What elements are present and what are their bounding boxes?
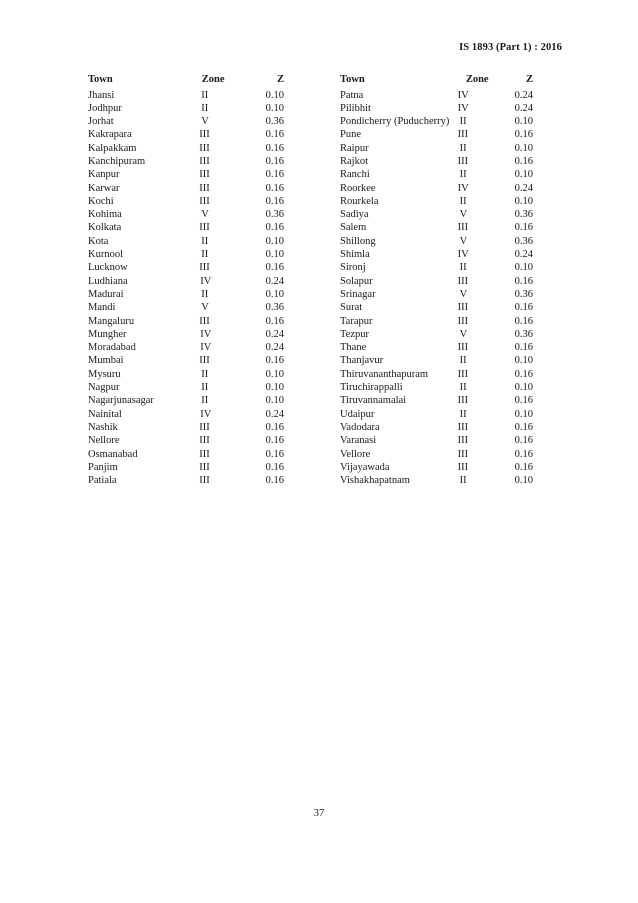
town-cell: Mungher [88, 328, 127, 340]
table-row [88, 461, 284, 474]
zone-cell: III [457, 421, 469, 433]
zone-cell: II [201, 249, 209, 261]
zone-cell: IV [457, 102, 469, 114]
table-row [88, 301, 284, 314]
z-value-cell: 0.36 [514, 235, 533, 247]
town-cell: Thanjavur [340, 355, 384, 367]
table-row [340, 474, 533, 487]
zone-cell: III [457, 129, 469, 141]
table-row [340, 115, 533, 128]
town-cell: Madurai [88, 288, 124, 300]
town-cell: Nagarjunasagar [88, 395, 154, 407]
zone-cell: III [457, 222, 469, 234]
zone-cell: IV [200, 342, 212, 354]
z-value-cell: 0.24 [265, 275, 284, 287]
z-value-cell: 0.16 [514, 155, 533, 167]
town-cell: Kurnool [88, 249, 123, 261]
town-cell: Sironj [340, 262, 366, 274]
town-cell: Nagpur [88, 382, 120, 394]
table-row [88, 235, 284, 248]
z-value-cell: 0.36 [514, 328, 533, 340]
town-cell: Jorhat [88, 116, 114, 128]
z-value-cell: 0.36 [265, 209, 284, 221]
table-row [340, 408, 533, 421]
table-row [340, 142, 533, 155]
town-cell: Lucknow [88, 262, 128, 274]
zone-cell: III [457, 448, 469, 460]
table-row [88, 208, 284, 221]
z-value-cell: 0.16 [265, 142, 284, 154]
zone-cell: V [459, 235, 468, 247]
town-cell: Srinagar [340, 288, 376, 300]
zone-cell: II [201, 368, 209, 380]
table-row [88, 168, 284, 181]
zone-cell: III [457, 315, 469, 327]
zone-cell: IV [200, 275, 212, 287]
zone-cell: II [201, 395, 209, 407]
table-row [88, 142, 284, 155]
zone-cell: II [459, 195, 467, 207]
z-value-cell: 0.10 [514, 116, 533, 128]
town-cell: Kakrapara [88, 129, 132, 141]
table-row [88, 102, 284, 115]
zone-table-left [88, 73, 284, 487]
table-row [88, 128, 284, 141]
z-value-cell: 0.10 [265, 89, 284, 101]
table-row [88, 354, 284, 367]
zone-cell: V [201, 302, 209, 314]
town-cell: Kalpakkam [88, 142, 137, 154]
table-row [88, 408, 284, 421]
z-value-cell: 0.16 [265, 315, 284, 327]
z-value-cell: 0.16 [514, 368, 533, 380]
town-cell: Vellore [340, 448, 371, 460]
zone-cell: III [457, 342, 469, 354]
z-value-cell: 0.10 [514, 262, 533, 274]
table-row [340, 221, 533, 234]
table-row [88, 115, 284, 128]
zone-cell: III [457, 302, 469, 314]
table-row [88, 381, 284, 394]
town-cell: Roorkee [340, 182, 376, 194]
town-cell: Vishakhapatnam [340, 475, 410, 487]
table-row [88, 182, 284, 195]
zone-cell: III [199, 129, 210, 141]
table-row [340, 89, 533, 102]
zone-cell: III [199, 142, 210, 154]
table-row [88, 261, 284, 274]
zone-cell: II [459, 142, 467, 154]
z-value-cell: 0.10 [514, 382, 533, 394]
z-value-cell: 0.16 [514, 222, 533, 234]
zone-cell: III [199, 355, 210, 367]
zone-cell: IV [457, 89, 469, 101]
town-cell: Kanchipuram [88, 155, 146, 167]
town-cell: Thane [340, 342, 367, 354]
town-cell: Nashik [88, 421, 118, 433]
town-cell: Ludhiana [88, 275, 128, 287]
z-value-cell: 0.16 [514, 129, 533, 141]
town-cell: Sadiya [340, 209, 369, 221]
zone-cell: III [457, 435, 469, 447]
zone-cell: III [457, 368, 469, 380]
z-value-cell: 0.16 [514, 342, 533, 354]
table-row [88, 434, 284, 447]
z-value-cell: 0.24 [514, 182, 533, 194]
z-value-cell: 0.10 [265, 395, 284, 407]
town-cell: Mandi [88, 302, 116, 314]
page-number: 37 [313, 808, 325, 819]
zone-cell: IV [457, 182, 469, 194]
table-row [340, 368, 533, 381]
zone-cell: III [199, 262, 210, 274]
table-row [340, 182, 533, 195]
town-cell: Udaipur [340, 408, 375, 420]
zone-cell: III [199, 169, 210, 181]
zone-cell: II [201, 382, 209, 394]
zone-cell: II [459, 355, 467, 367]
table-row [340, 288, 533, 301]
table-header-row [88, 73, 284, 89]
table-row [88, 195, 284, 208]
zone-cell: II [459, 475, 467, 487]
zone-cell: V [201, 116, 209, 128]
town-cell: Karwar [88, 182, 120, 194]
town-cell: Rajkot [340, 155, 368, 167]
town-cell: Tezpur [340, 328, 369, 340]
town-cell: Thiruvananthapuram [340, 368, 429, 380]
zone-cell: III [457, 155, 469, 167]
town-cell: Pilibhit [340, 102, 371, 114]
zone-cell: II [459, 169, 467, 181]
z-value-cell: 0.16 [265, 195, 284, 207]
z-value-cell: 0.16 [265, 155, 284, 167]
table-row [340, 261, 533, 274]
table-row [88, 394, 284, 407]
zone-cell: III [199, 435, 210, 447]
z-value-cell: 0.16 [265, 355, 284, 367]
town-cell: Mumbai [88, 355, 124, 367]
zone-cell: IV [200, 328, 212, 340]
column-header-zone: Zone [201, 74, 225, 85]
zone-cell: II [201, 288, 209, 300]
table-row [88, 275, 284, 288]
zone-cell: II [459, 262, 467, 274]
z-value-cell: 0.10 [514, 142, 533, 154]
z-value-cell: 0.16 [514, 461, 533, 473]
table-row [340, 275, 533, 288]
zone-cell: III [199, 195, 210, 207]
town-cell: Mysuru [88, 368, 121, 380]
zone-cell: III [199, 182, 210, 194]
town-cell: Tarapur [340, 315, 373, 327]
z-value-cell: 0.16 [265, 475, 284, 487]
z-value-cell: 0.10 [514, 169, 533, 181]
z-value-cell: 0.24 [514, 249, 533, 261]
zone-cell: IV [457, 249, 469, 261]
z-value-cell: 0.10 [265, 249, 284, 261]
table-row [340, 208, 533, 221]
z-value-cell: 0.16 [265, 262, 284, 274]
z-value-cell: 0.10 [265, 235, 284, 247]
table-row [340, 168, 533, 181]
z-value-cell: 0.10 [265, 368, 284, 380]
z-value-cell: 0.10 [265, 102, 284, 114]
town-cell: Kohima [88, 209, 122, 221]
table-row [340, 461, 533, 474]
zone-cell: V [459, 209, 468, 221]
table-row [88, 89, 284, 102]
z-value-cell: 0.16 [265, 169, 284, 181]
z-value-cell: 0.16 [265, 129, 284, 141]
table-row [340, 102, 533, 115]
column-header-z: Z [525, 74, 533, 85]
town-cell: Raipur [340, 142, 369, 154]
town-cell: Kota [88, 235, 109, 247]
zone-cell: II [201, 89, 209, 101]
z-value-cell: 0.10 [514, 195, 533, 207]
z-value-cell: 0.36 [514, 209, 533, 221]
town-cell: Vadodara [340, 421, 380, 433]
z-value-cell: 0.16 [265, 461, 284, 473]
town-cell: Solapur [340, 275, 373, 287]
table-row [340, 448, 533, 461]
town-cell: Jodhpur [88, 102, 122, 114]
zone-table-right [340, 73, 533, 487]
table-row [88, 315, 284, 328]
table-row [88, 341, 284, 354]
z-value-cell: 0.16 [265, 182, 284, 194]
z-value-cell: 0.24 [265, 408, 284, 420]
zone-cell: III [199, 315, 210, 327]
standard-header: IS 1893 (Part 1) : 2016 [459, 42, 562, 53]
zone-cell: IV [200, 408, 212, 420]
z-value-cell: 0.24 [514, 89, 533, 101]
town-cell: Varanasi [340, 435, 377, 447]
z-value-cell: 0.36 [265, 302, 284, 314]
table-row [340, 315, 533, 328]
zone-cell: III [199, 421, 210, 433]
column-header-town: Town [88, 74, 113, 85]
town-cell: Patiala [88, 475, 117, 487]
town-cell: Kanpur [88, 169, 120, 181]
column-header-zone: Zone [465, 74, 489, 85]
town-cell: Kolkata [88, 222, 122, 234]
table-row [88, 474, 284, 487]
table-row [340, 195, 533, 208]
table-row [340, 128, 533, 141]
table-body-right [340, 89, 533, 488]
town-cell: Shimla [340, 249, 370, 261]
table-row [88, 248, 284, 261]
zone-cell: II [201, 235, 209, 247]
column-header-town: Town [340, 74, 365, 85]
z-value-cell: 0.10 [265, 288, 284, 300]
zone-cell: III [199, 461, 210, 473]
z-value-cell: 0.16 [514, 421, 533, 433]
town-cell: Osmanabad [88, 448, 138, 460]
town-cell: Moradabad [88, 342, 136, 354]
z-value-cell: 0.16 [265, 222, 284, 234]
table-row [88, 288, 284, 301]
zone-cell: III [199, 222, 210, 234]
town-cell: Surat [340, 302, 363, 314]
z-value-cell: 0.16 [265, 448, 284, 460]
column-header-z: Z [276, 74, 284, 85]
table-row [340, 328, 533, 341]
table-row [340, 354, 533, 367]
zone-cell: III [199, 475, 210, 487]
zone-cell: V [201, 209, 209, 221]
table-row [88, 221, 284, 234]
z-value-cell: 0.10 [514, 408, 533, 420]
town-cell: Panjim [88, 461, 118, 473]
z-value-cell: 0.10 [514, 355, 533, 367]
town-cell: Jhansi [88, 89, 115, 101]
town-cell: Nellore [88, 435, 120, 447]
town-cell: Salem [340, 222, 367, 234]
z-value-cell: 0.10 [265, 382, 284, 394]
zone-cell: II [459, 408, 467, 420]
town-cell: Pondicherry (Puducherry) [340, 116, 450, 128]
table-row [340, 381, 533, 394]
zone-cell: II [201, 102, 209, 114]
table-row [340, 301, 533, 314]
table-row [340, 341, 533, 354]
table-row [88, 328, 284, 341]
z-value-cell: 0.36 [514, 288, 533, 300]
z-value-cell: 0.16 [514, 275, 533, 287]
z-value-cell: 0.24 [265, 328, 284, 340]
zone-cell: V [459, 288, 468, 300]
z-value-cell: 0.16 [265, 435, 284, 447]
table-row [340, 248, 533, 261]
town-cell: Ranchi [340, 169, 370, 181]
zone-cell: III [199, 448, 210, 460]
zone-cell: III [457, 461, 469, 473]
town-cell: Rourkela [340, 195, 379, 207]
z-value-cell: 0.16 [514, 435, 533, 447]
table-row [88, 368, 284, 381]
zone-cell: II [459, 116, 467, 128]
town-cell: Shillong [340, 235, 376, 247]
zone-cell: III [457, 275, 469, 287]
table-row [340, 394, 533, 407]
town-cell: Kochi [88, 195, 114, 207]
zone-cell: III [199, 155, 210, 167]
z-value-cell: 0.10 [514, 475, 533, 487]
table-body-left [88, 89, 284, 488]
table-row [340, 421, 533, 434]
town-cell: Nainital [88, 408, 122, 420]
z-value-cell: 0.24 [265, 342, 284, 354]
town-cell: Mangaluru [88, 315, 135, 327]
town-cell: Patna [340, 89, 364, 101]
table-row [340, 434, 533, 447]
table-row [340, 155, 533, 168]
town-cell: Tiruchirappalli [340, 382, 403, 394]
table-row [88, 448, 284, 461]
z-value-cell: 0.36 [265, 116, 284, 128]
z-value-cell: 0.16 [514, 395, 533, 407]
z-value-cell: 0.16 [514, 315, 533, 327]
table-row [88, 421, 284, 434]
z-value-cell: 0.24 [514, 102, 533, 114]
table-header-row [340, 73, 533, 89]
table-row [340, 235, 533, 248]
zone-cell: II [459, 382, 467, 394]
town-cell: Vijayawada [340, 461, 390, 473]
z-value-cell: 0.16 [514, 302, 533, 314]
table-row [88, 155, 284, 168]
zone-cell: III [457, 395, 469, 407]
town-cell: Tiruvannamalai [340, 395, 407, 407]
zone-cell: V [459, 328, 468, 340]
z-value-cell: 0.16 [265, 421, 284, 433]
town-cell: Pune [340, 129, 361, 141]
z-value-cell: 0.16 [514, 448, 533, 460]
